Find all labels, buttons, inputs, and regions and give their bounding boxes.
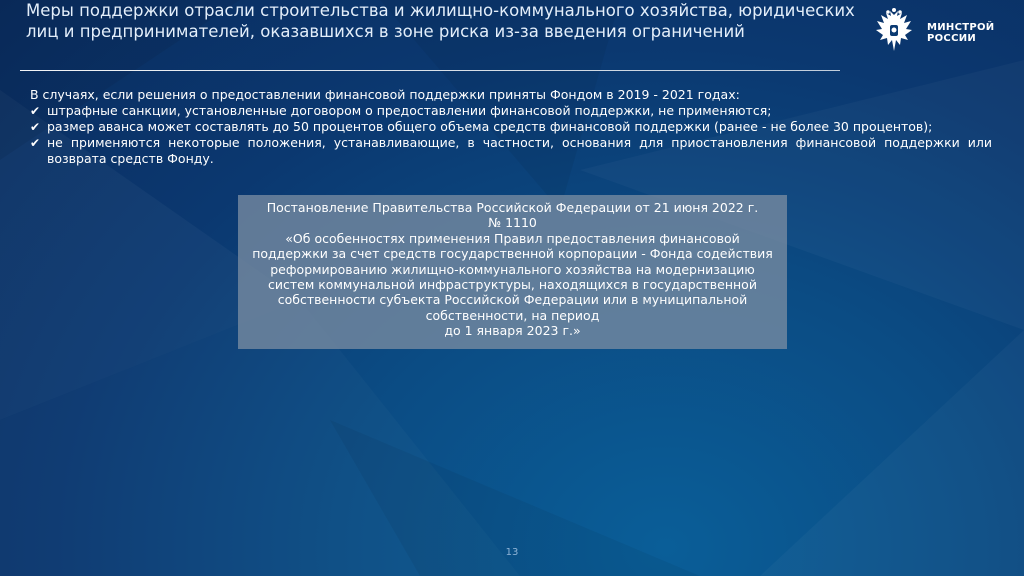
list-item-text: штрафные санкции, установленные договором о предоставлении финансовой поддержки, не применяются;: [47, 103, 772, 118]
logo-line-2: РОССИИ: [927, 33, 977, 44]
list-item: [30, 103, 992, 119]
support-measures-list: [30, 103, 992, 167]
slide-title: Меры поддержки отрасли строительства и жилищно-коммунального хозяйства, юридических лиц и предпринимателей, оказавшихся в зоне риска из-за введения ограничений: [26, 1, 855, 41]
logo-wordmark: [927, 22, 1007, 44]
government-decree-box: [238, 195, 787, 349]
decree-title: Постановление Правительства Российской Федерации от 21 июня 2022 г.: [266, 200, 759, 215]
decree-name: «Об особенностях применения Правил предоставления финансовой поддержки за счет средств государственной корпорации - Фонда содействия реформированию жилищно-коммунального хозяйства на модернизацию систем коммунальной инфраструктуры, находящихся в государственной собственности субъекта Российской Федерации или в муниципальной собственности, на период: [252, 230, 773, 323]
list-item: [30, 119, 992, 135]
title-divider: [20, 70, 840, 71]
decree-number: № 1110: [488, 215, 537, 231]
list-item-text: размер аванса может составлять до 50 процентов общего объема средств финансовой поддержки (ранее - не более 30 процентов);: [47, 119, 933, 134]
ministry-logo: [869, 7, 999, 57]
logo-line-1: МИНСТРОЙ: [927, 22, 995, 33]
intro-text: В случаях, если решения о предоставлении финансовой поддержки приняты Фондом в 2019 - 2021 годах:: [30, 87, 740, 102]
checkmark-icon: ✔: [30, 104, 41, 118]
double-headed-eagle-emblem-icon: [869, 7, 919, 57]
page-number: 13: [505, 547, 519, 558]
list-item-text: не применяются некоторые положения, устанавливающие, в частности, основания для приостановления финансовой поддержки или возврата средств Фонду.: [47, 135, 992, 166]
checkmark-icon: ✔: [30, 120, 41, 134]
decree-period: до 1 января 2023 г.»: [444, 323, 581, 339]
list-item: [30, 135, 992, 167]
checkmark-icon: ✔: [30, 136, 41, 150]
